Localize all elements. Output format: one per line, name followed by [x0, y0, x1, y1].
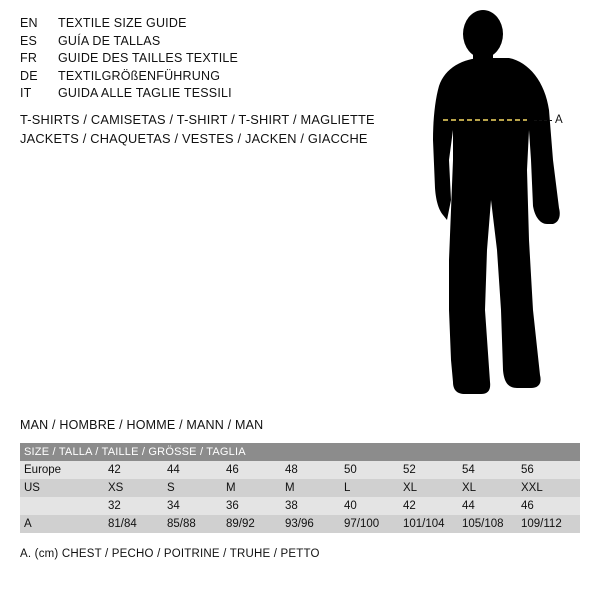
table-row	[20, 461, 580, 479]
row-value: 40	[344, 497, 403, 515]
footnote: A. (cm) CHEST / PECHO / POITRINE / TRUHE / PETTO	[20, 548, 320, 560]
row-value: XXL	[521, 479, 580, 497]
row-value: 32	[108, 497, 167, 515]
language-text: TEXTILGRÖßENFÜHRUNG	[58, 68, 221, 83]
language-row	[20, 50, 360, 68]
language-row	[20, 68, 360, 86]
language-text: GUÍA DE TALLAS	[58, 33, 161, 48]
row-value: 85/88	[167, 515, 226, 533]
size-table	[20, 443, 580, 533]
language-text: GUIDE DES TAILLES TEXTILE	[58, 51, 239, 65]
language-text: GUIDA ALLE TAGLIE TESSILI	[58, 86, 232, 100]
language-row	[20, 15, 360, 33]
row-label: US	[20, 479, 108, 497]
language-row	[20, 33, 360, 51]
row-value: 109/112	[521, 515, 580, 533]
row-value: 42	[403, 497, 462, 515]
row-value: XL	[403, 479, 462, 497]
row-value: 42	[108, 461, 167, 479]
language-text: TEXTILE SIZE GUIDE	[58, 16, 187, 30]
row-value: S	[167, 479, 226, 497]
table-title: MAN / HOMBRE / HOMME / MANN / MAN	[20, 418, 264, 432]
row-value: 44	[462, 497, 521, 515]
row-value: 50	[344, 461, 403, 479]
row-value: 97/100	[344, 515, 403, 533]
measure-label-a: A	[555, 114, 563, 126]
row-value: 56	[521, 461, 580, 479]
row-value: 101/104	[403, 515, 462, 533]
row-value: 54	[462, 461, 521, 479]
measure-leader-line	[534, 120, 552, 122]
row-value: 46	[521, 497, 580, 515]
language-code: IT	[20, 86, 32, 100]
row-value: 81/84	[108, 515, 167, 533]
table-header-label: SIZE / TALLA / TAILLE / GRÖSSE / TAGLIA	[20, 443, 580, 461]
category-tshirts: T-SHIRTS / CAMISETAS / T-SHIRT / T-SHIRT / MAGLIETTE	[20, 112, 375, 127]
language-code: ES	[20, 33, 38, 48]
language-row	[20, 85, 360, 103]
row-value: 89/92	[226, 515, 285, 533]
row-label: A	[20, 515, 108, 533]
row-value: 52	[403, 461, 462, 479]
language-code: DE	[20, 68, 38, 83]
row-value: 38	[285, 497, 344, 515]
row-value: 93/96	[285, 515, 344, 533]
row-value: L	[344, 479, 403, 497]
table-row	[20, 479, 580, 497]
row-value: 48	[285, 461, 344, 479]
row-value: 36	[226, 497, 285, 515]
male-silhouette-icon	[405, 10, 600, 405]
row-value: XL	[462, 479, 521, 497]
table-row	[20, 515, 580, 533]
row-value: 105/108	[462, 515, 521, 533]
row-value: XS	[108, 479, 167, 497]
row-value: 44	[167, 461, 226, 479]
table-row	[20, 497, 580, 515]
row-value: 46	[226, 461, 285, 479]
row-label: Europe	[20, 461, 108, 479]
row-label	[20, 497, 108, 515]
row-value: 34	[167, 497, 226, 515]
language-list	[20, 15, 360, 103]
language-code: FR	[20, 51, 38, 65]
row-value: M	[226, 479, 285, 497]
table-header-row	[20, 443, 580, 461]
row-value: M	[285, 479, 344, 497]
category-jackets: JACKETS / CHAQUETAS / VESTES / JACKEN / GIACCHE	[20, 131, 368, 146]
category-list	[20, 110, 400, 148]
language-code: EN	[20, 16, 38, 30]
male-figure-illustration	[405, 10, 600, 405]
